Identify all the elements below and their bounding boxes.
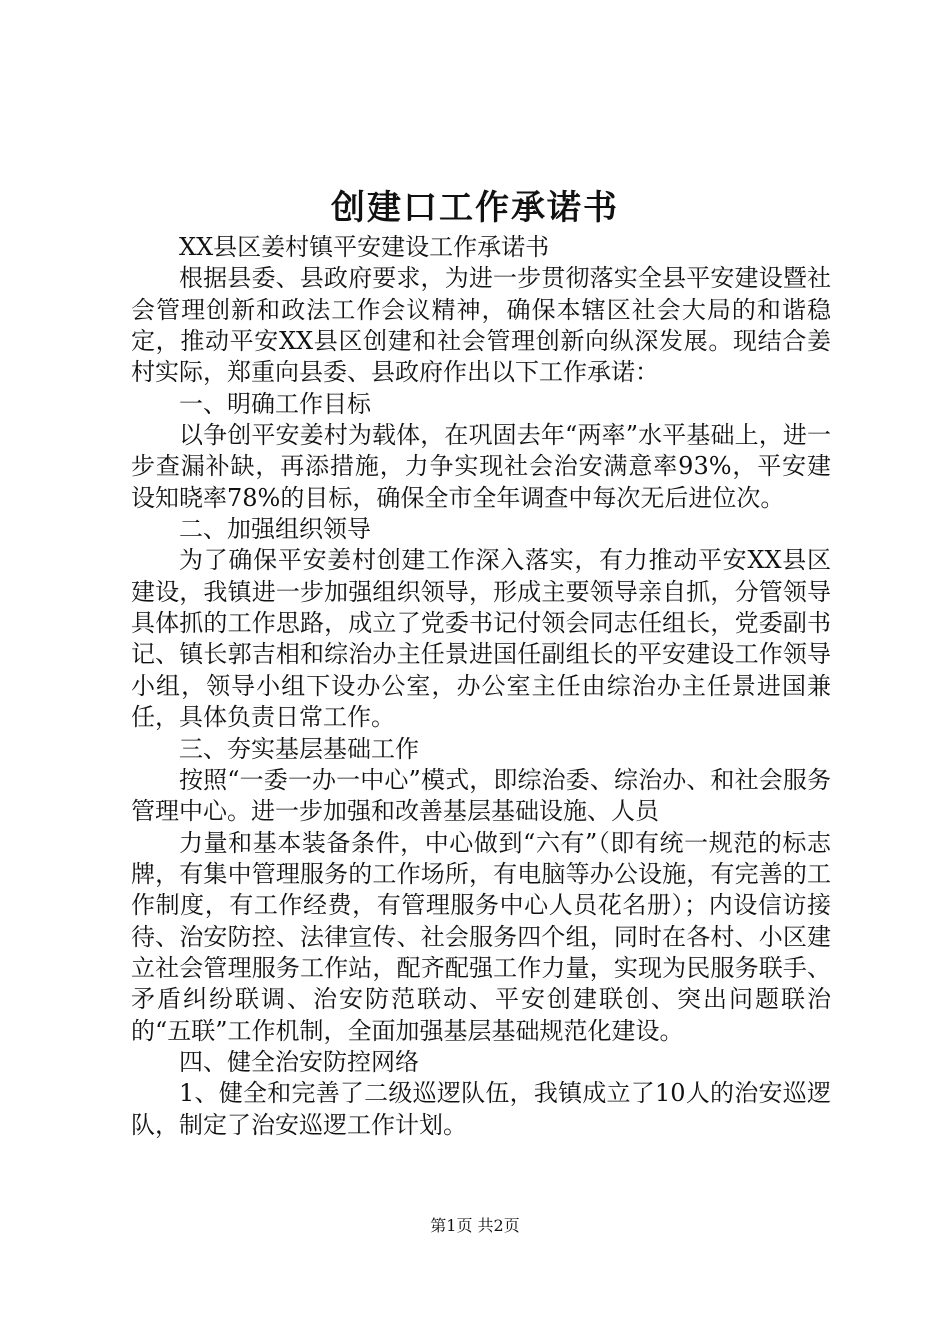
section-heading-4: 四、健全治安防控网络 — [179, 1047, 419, 1076]
paragraph-intro: 根据县委、县政府要求，为进一步贯彻落实全县平安建设暨社会管理创新和政法工作会议精神，确保本辖区社会大局的和谐稳定，推动平安XX县区创建和社会管理创新向纵深发展。现结合姜村实际，郑重向县委、县政府作出以下工作承诺： — [131, 264, 831, 387]
document-body — [131, 232, 831, 1141]
section-heading-2: 二、加强组织领导 — [179, 515, 371, 544]
section-heading-1: 一、明确工作目标 — [179, 389, 371, 418]
paragraph-patrol: 1、健全和完善了二级巡逻队伍，我镇成立了10人的治安巡逻队，制定了治安巡逻工作计划。 — [131, 1079, 831, 1139]
paragraph-heading-line: XX县区姜村镇平安建设工作承诺书 — [179, 233, 550, 261]
page-footer: 第1页 共2页 — [430, 1216, 520, 1235]
document-title: 创建口工作承诺书 — [331, 188, 619, 228]
paragraph-goals: 以争创平安姜村为载体，在巩固去年“两率”水平基础上，进一步查漏补缺，再添措施，力争实现社会治安满意率93%，平安建设知晓率78%的目标，确保全市全年调查中每次无后进位次。 — [131, 421, 831, 512]
paragraph-leadership: 为了确保平安姜村创建工作深入落实，有力推动平安XX县区建设，我镇进一步加强组织领导，形成主要领导亲自抓，分管领导具体抓的工作思路，成立了党委书记付领会同志任组长，党委副书记、镇长郭吉相和综治办主任景进国任副组长的平安建设工作领导小组，领导小组下设办公室，办公室主任由综治办主任景进国兼任，具体负责日常工作。 — [131, 546, 831, 732]
paragraph-grassroots: 按照“一委一办一中心”模式，即综治委、综治办、和社会服务管理中心。进一步加强和改善基层基础设施、人员 — [131, 765, 831, 826]
section-heading-3: 三、夯实基层基础工作 — [179, 734, 419, 763]
paragraph-grassroots-continued: 力量和基本装备条件，中心做到“六有”（即有统一规范的标志牌，有集中管理服务的工作场所，有电脑等办公设施，有完善的工作制度，有工作经费，有管理服务中心人员花名册）；内设信访接待、治安防控、法律宣传、社会服务四个组，同时在各村、小区建立社会管理服务工作站，配齐配强工作力量，实现为民服务联手、矛盾纠纷联调、治安防范联动、平安创建联创、突出问题联治的“五联”工作机制，全面加强基层基础规范化建设。 — [131, 828, 831, 1045]
